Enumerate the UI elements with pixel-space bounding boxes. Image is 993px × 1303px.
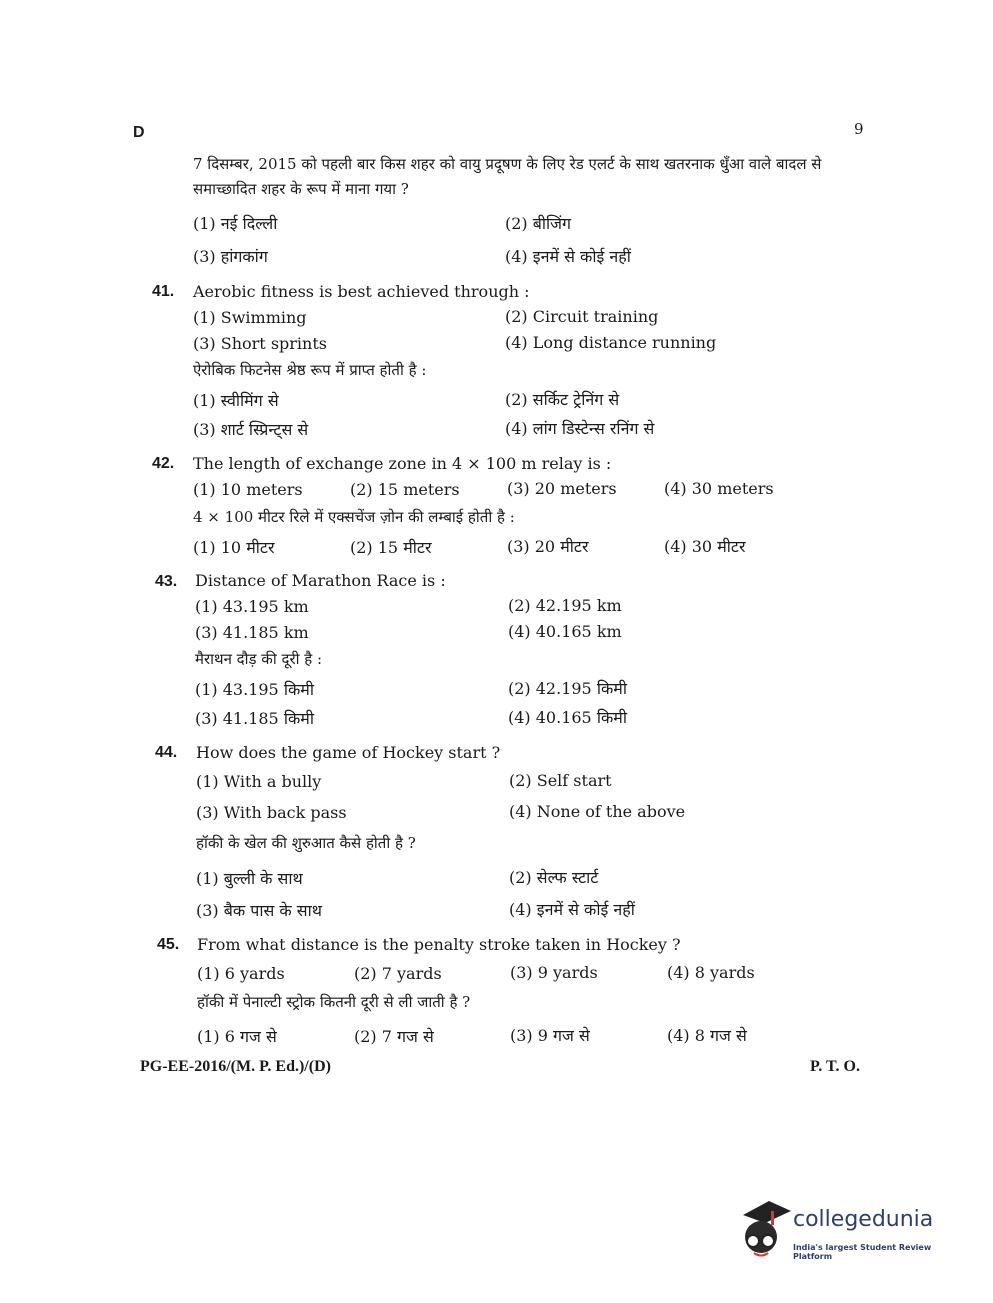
- q43-option-en-1: (1) 43.195 km: [195, 597, 309, 616]
- q41-stem-en: Aerobic fitness is best achieved through :: [193, 282, 530, 301]
- q44-stem-en: How does the game of Hockey start ?: [196, 743, 501, 762]
- q43-option-hi-2: (2) 42.195 किमी: [508, 679, 627, 698]
- q45-stem-en: From what distance is the penalty stroke taken in Hockey ?: [197, 935, 681, 954]
- q44-option-hi-3: (3) बैक पास के साथ: [196, 901, 322, 920]
- q45-option-hi-3: (3) 9 गज से: [510, 1026, 590, 1045]
- q45-option-hi-1: (1) 6 गज से: [197, 1027, 277, 1046]
- q42-option-en-4: (4) 30 meters: [664, 479, 774, 498]
- logo-tagline: India's largest Student Review Platform: [793, 1243, 932, 1261]
- pto-label: P. T. O.: [810, 1058, 860, 1075]
- q42-stem-en: The length of exchange zone in 4 × 100 m relay is :: [193, 454, 612, 473]
- q40-option-1: (1) नई दिल्ली: [193, 214, 278, 233]
- series-label: D: [133, 124, 145, 141]
- q41-stem-hi: ऐरोबिक फिटनेस श्रेष्ठ रूप में प्राप्त होती है :: [193, 361, 427, 379]
- q41-option-en-4: (4) Long distance running: [505, 333, 717, 352]
- q43-option-hi-4: (4) 40.165 किमी: [508, 708, 627, 727]
- q40-stem: 7 दिसम्बर, 2015 को पहली बार किस शहर को वायु प्रदूषण के लिए रेड एलर्ट के साथ खतरनाक धुँआ वाले बादल से समाच्छादित शहर के रूप में माना गया ?: [193, 155, 822, 198]
- q43-stem-en: Distance of Marathon Race is :: [195, 571, 446, 590]
- q42-option-en-3: (3) 20 meters: [507, 479, 617, 498]
- q44-option-hi-1: (1) बुल्ली के साथ: [196, 869, 303, 888]
- q44-stem-hi: हॉकी के खेल की शुरुआत कैसे होती है ?: [196, 834, 416, 852]
- q42-number: 42.: [152, 455, 175, 472]
- q43-option-en-4: (4) 40.165 km: [508, 622, 622, 641]
- q45-option-en-2: (2) 7 yards: [354, 964, 442, 983]
- q41-option-hi-1: (1) स्वीमिंग से: [193, 391, 279, 410]
- q41-number: 41.: [152, 283, 175, 300]
- q42-option-en-2: (2) 15 meters: [350, 480, 460, 499]
- q45-option-hi-2: (2) 7 गज से: [354, 1027, 434, 1046]
- q41-option-en-3: (3) Short sprints: [193, 334, 327, 353]
- q42-stem-hi: 4 × 100 मीटर रिले में एक्सचेंज ज़ोन की लम्बाई होती है :: [193, 508, 515, 526]
- mascot-icon: [735, 1197, 793, 1267]
- q41-option-en-2: (2) Circuit training: [505, 307, 659, 326]
- q41-option-hi-3: (3) शार्ट स्प्रिन्ट्स से: [193, 420, 309, 439]
- page-number: 9: [854, 120, 864, 138]
- q41-option-hi-4: (4) लांग डिस्टेन्स रनिंग से: [505, 419, 655, 438]
- exam-code: PG-EE-2016/(M. P. Ed.)/(D): [140, 1058, 331, 1075]
- q42-option-en-1: (1) 10 meters: [193, 480, 303, 499]
- q45-option-hi-4: (4) 8 गज से: [667, 1026, 747, 1045]
- q40-option-4: (4) इनमें से कोई नहीं: [505, 247, 631, 266]
- q43-option-en-2: (2) 42.195 km: [508, 596, 622, 615]
- q44-option-en-3: (3) With back pass: [196, 803, 347, 822]
- q45-number: 45.: [157, 936, 180, 953]
- q42-option-hi-1: (1) 10 मीटर: [193, 538, 275, 557]
- collegedunia-logo: [735, 1197, 965, 1267]
- q42-option-hi-2: (2) 15 मीटर: [350, 538, 432, 557]
- q45-option-en-1: (1) 6 yards: [197, 964, 285, 983]
- q44-option-hi-4: (4) इनमें से कोई नहीं: [509, 900, 635, 919]
- q44-option-hi-2: (2) सेल्फ स्टार्ट: [509, 868, 599, 887]
- logo-wordmark: collegedunia: [793, 1207, 934, 1232]
- q45-stem-hi: हॉकी में पेनाल्टी स्ट्रोक कितनी दूरी से ली जाती है ?: [197, 993, 471, 1011]
- q43-option-en-3: (3) 41.185 km: [195, 623, 309, 642]
- q43-stem-hi: मैराथन दौड़ की दूरी है :: [195, 650, 323, 668]
- q40-option-2: (2) बीजिंग: [505, 214, 572, 233]
- q43-option-hi-1: (1) 43.195 किमी: [195, 680, 314, 699]
- q44-option-en-1: (1) With a bully: [196, 772, 322, 791]
- q43-option-hi-3: (3) 41.185 किमी: [195, 709, 314, 728]
- q44-option-en-4: (4) None of the above: [509, 802, 686, 821]
- q45-option-en-3: (3) 9 yards: [510, 963, 598, 982]
- q42-option-hi-4: (4) 30 मीटर: [664, 537, 746, 556]
- q40-option-3: (3) हांगकांग: [193, 247, 268, 266]
- q45-option-en-4: (4) 8 yards: [667, 963, 755, 982]
- q42-option-hi-3: (3) 20 मीटर: [507, 537, 589, 556]
- q41-option-hi-2: (2) सर्किट ट्रेनिंग से: [505, 390, 620, 409]
- q44-option-en-2: (2) Self start: [509, 771, 612, 790]
- q44-number: 44.: [155, 744, 178, 761]
- q41-option-en-1: (1) Swimming: [193, 308, 307, 327]
- q43-number: 43.: [155, 573, 178, 590]
